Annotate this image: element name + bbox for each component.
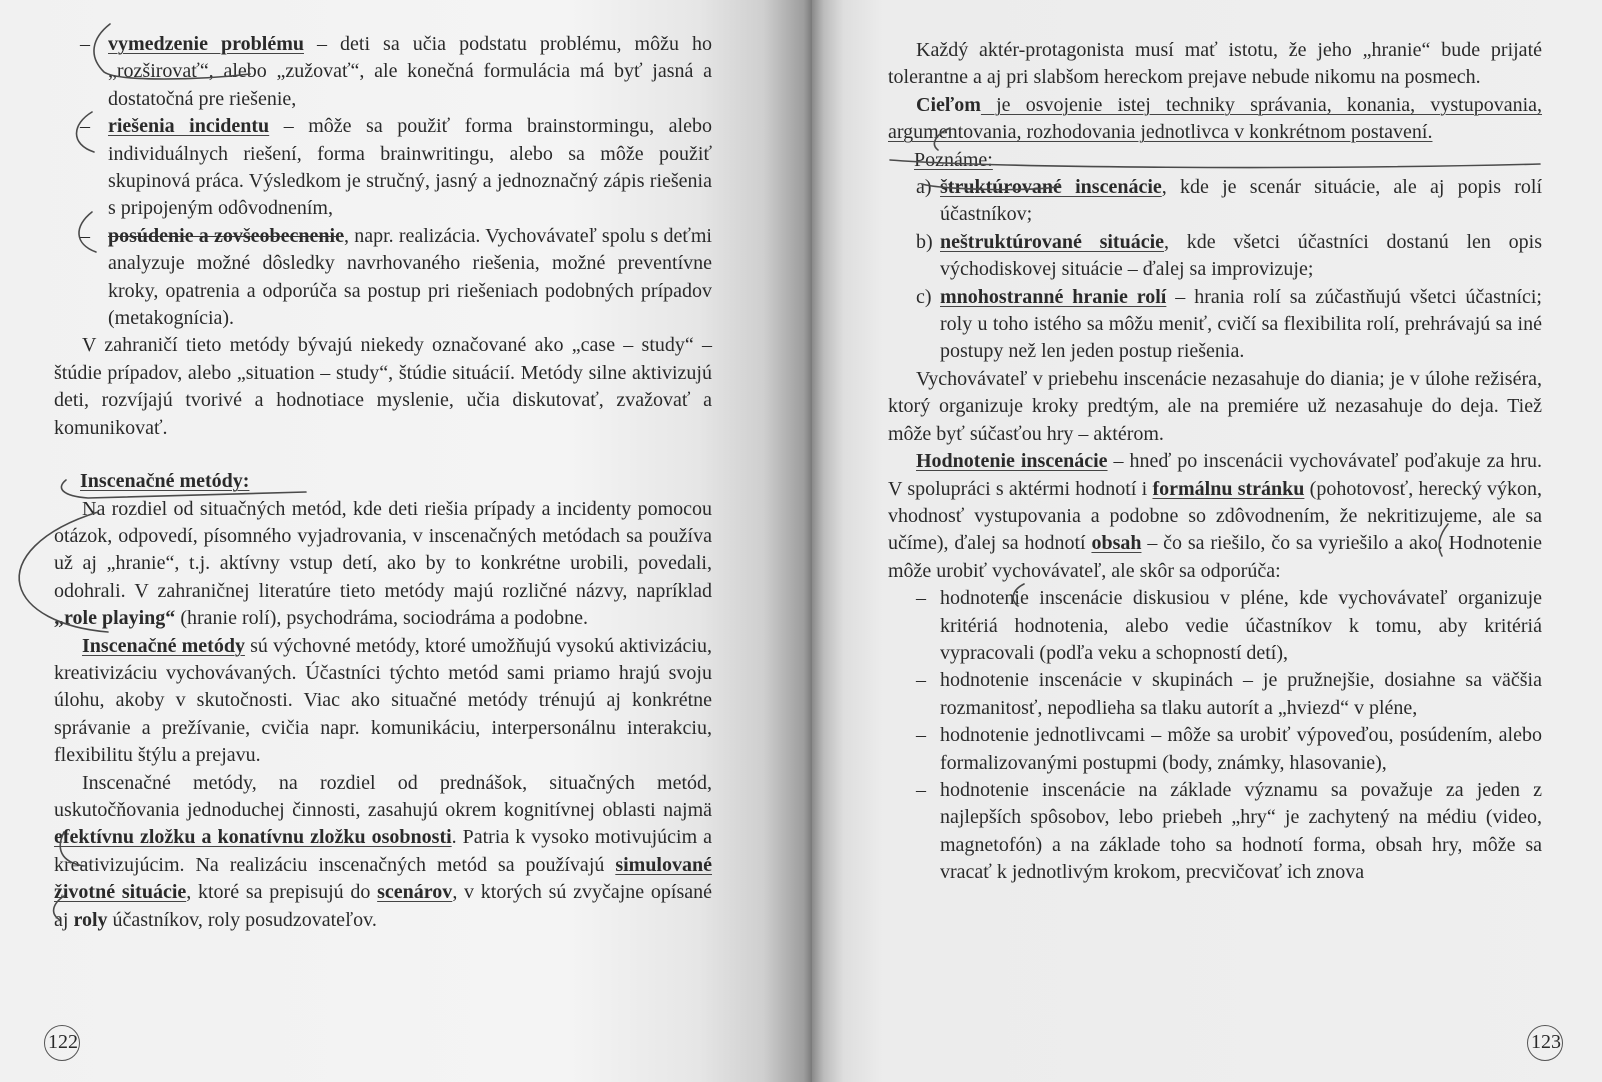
paragraph-text: účastníkov, roly posudzovateľov.	[107, 908, 377, 931]
paragraph-inscenation-definition	[54, 633, 712, 770]
list-item	[888, 229, 1542, 284]
list-item-text: , napr. realizácia. Vychovávateľ spolu s deťmi analyzuje možné dôsledky navrhovaného riešenia, možné preventívne kroky, opatrenia a odporúča sa postup pri riešeniach podobných prípadov (metakognícia).	[108, 224, 712, 330]
paragraph-case-study: V zahraničí tieto metódy bývajú niekedy označované ako „case – study“ – štúdie prípadov, alebo „situation – study“, štúdie situácií. Metódy silne aktivizujú deti, rozvíjajú tvorivé a hodnotiace myslenie, učia diskutovať, zvažovať a komunikovať.	[54, 334, 712, 439]
list-item-text: , kde všetci účastníci dostanú len opis východiskovej situácie – ďalej sa improvizuje;	[940, 230, 1542, 281]
list-item-text: – môže sa použiť forma brainstormingu, alebo individuálnych riešení, forma brainwritingu, alebo sa môže použiť skupinová práca. Výsledkom je stručný, jasný a jednoznačný zápis riešenia s pripojeným odôvodnením,	[108, 115, 712, 220]
paragraph-inscenation-components	[54, 770, 712, 934]
goal-term: Cieľom	[916, 93, 981, 116]
bold-term: efektívnu zložku a konatívnu zložku osobnosti	[54, 826, 452, 849]
list-item	[54, 113, 712, 223]
problem-steps-list	[54, 31, 712, 332]
evaluation-term: Hodnotenie inscenácie	[916, 450, 1108, 473]
paragraph-actor-confidence: Každý aktér-protagonista musí mať istotu, že jeho „hranie“ bude prijaté tolerantne a aj pri slabšom hereckom prejave nebude nikomu na posmech.	[888, 39, 1542, 89]
left-page-text	[54, 31, 712, 934]
list-item: – hodnotenie inscenácie v skupinách – je pružnejšie, dosiahne sa väčšia rozmanitosť, nepodlieha sa tlaku autorít a „hviezd“ v pléne,	[888, 667, 1542, 722]
paragraph-text: je osvojenie istej techniky správania, konania, vystupovania, argumentovania, rozhodovania jednotlivca v konkrétnom postavení.	[888, 93, 1542, 144]
paragraph-text: (pohotovosť, herecký výkon, vhodnosť vystupovania a podobne so zdôvodnením, že nekritizujeme, ale sa učíme), ďalej sa hodnotí	[888, 477, 1542, 555]
paragraph-text: (hranie rolí), psychodráma, sociodráma a podobne.	[175, 607, 588, 630]
bold-term: obsah	[1091, 532, 1142, 555]
list-item-term: riešenia incidentu	[108, 115, 270, 138]
right-page-text	[888, 37, 1542, 887]
list-item	[54, 31, 712, 113]
paragraph-text: , ktoré sa prepisujú do	[186, 881, 378, 904]
bold-term: simulované životné situácie	[54, 853, 712, 904]
section-heading-text: Inscenačné metódy:	[80, 470, 250, 493]
paragraph-educator-role: Vychovávateľ v priebehu inscenácie nezasahuje do diania; je v úlohe režiséra, ktorý organizuje kroky predtým, ale na premiére už nezasahuje do deja. Tiež môže byť súčasťou hry – aktérom.	[888, 367, 1542, 445]
inscenation-types-list	[888, 174, 1542, 366]
bold-term: scenárov	[377, 881, 453, 904]
list-item-term: štruktúrované inscenácie	[940, 176, 1162, 199]
list-item: – hodnotenie jednotlivcami – môže sa urobiť výpoveďou, posúdením, alebo formalizovanými postupmi (body, známky, hlasovanie),	[888, 722, 1542, 777]
paragraph-evaluation	[888, 448, 1542, 585]
types-heading	[888, 147, 1542, 174]
page-number-left: 122	[48, 1031, 78, 1053]
list-item	[888, 284, 1542, 366]
list-item-text: – deti sa učia podstatu problému, môžu ho „rozširovať“, alebo „zužovať“, ale konečná formulácia má byť jasná a dostatočná pre riešenie,	[108, 33, 712, 110]
list-item-text: , kde je scenár situácie, ale aj popis rolí účastníkov;	[940, 176, 1543, 226]
paragraph-text: . Patria k vysoko motivujúcim a kreativizujúcim. Na realizáciu inscenačných metód sa používajú	[54, 826, 712, 876]
list-item: – hodnotenie inscenácie na základe významu sa považuje za jeden z najlepších spôsobov, lebo priebeh „hry“ je zachytený na médiu (video, magnetofón) a na základe toho sa hodnotí forma, obsah hry, môže sa vracať k jednotlivým krokom, precvičovať ich znova	[888, 777, 1542, 887]
bold-term: roly	[73, 908, 108, 931]
section-heading	[54, 468, 712, 495]
bold-term: formálnu stránku	[1152, 477, 1305, 500]
list-item-label: a)	[916, 176, 932, 199]
list-item-term: vymedzenie problému	[108, 33, 304, 55]
list-item-term: posúdenie a zovšeobecnenie	[108, 224, 344, 247]
list-item-term: neštruktúrované situácie	[940, 230, 1165, 253]
paragraph-text: Na rozdiel od situačných metód, kde deti riešia prípady a incidenty pomocou otázok, odpovedí, písomného vyjadrovania, v inscenačných metódach sa používa už aj „hranie“, t.j. aktívny vstup detí, ako by to konkrétne urobili, povedali, odohrali. V zahraničnej literatúre tieto metódy majú rozličné názvy, napríklad	[54, 497, 712, 602]
paragraph-goal	[888, 92, 1542, 147]
page-number-right: 123	[1531, 1031, 1561, 1053]
list-item	[888, 174, 1542, 229]
role-playing-term: „role playing“	[54, 607, 176, 630]
paragraph-text: Inscenačné metódy, na rozdiel od prednášok, situačných metód, uskutočňovania jednoduchej činnosti, zasahujú okrem kognitívnej oblasti najmä	[54, 771, 712, 821]
list-item-term: mnohostranné hranie rolí	[940, 285, 1167, 308]
paragraph-text: – hneď po inscenácii vychovávateľ poďakuje za hru. V spolupráci s aktérmi hodnotí i	[888, 450, 1542, 500]
inscenation-term: Inscenačné metódy	[82, 634, 245, 657]
list-item-text: – hrania rolí sa zúčastňujú všetci účastníci; roly u toho istého sa môžu meniť, cvičí sa flexibilita rolí, prehrávajú sa iné postupy než len jeden postup riešenia.	[940, 285, 1542, 363]
list-item: – hodnotenie inscenácie diskusiou v pléne, kde vychovávateľ organizuje kritériá hodnotenia, alebo vedie účastníkov k tomu, aby kritériá vypracovali (podľa veku a schopností detí),	[888, 585, 1542, 667]
evaluation-methods-list	[888, 585, 1542, 886]
types-heading-text: Poznáme:	[914, 148, 993, 171]
list-item-label: c)	[916, 285, 932, 308]
list-item	[54, 223, 712, 333]
paragraph-inscenation-intro	[54, 496, 712, 633]
paragraph-text: sú výchovné metódy, ktoré umožňujú vysokú aktivizáciu, kreativizáciu vychovávaných. Účastníci týchto metód sami priamo hrajú svoju úlohu, akoby v skutočnosti. Viac ako situačné metódy trénujú aj konkrétne správanie a prežívanie, cvičia napr. komunikáciu, interpersonálnu interakciu, flexibilitu štýlu a prejavu.	[54, 634, 712, 767]
list-item-label: b)	[916, 230, 933, 253]
paragraph-text: – čo sa riešilo, čo sa vyriešilo a ako. Hodnotenie môže urobiť vychovávateľ, ale skôr sa odporúča:	[888, 532, 1542, 582]
paragraph-text: , v ktorých sú zvyčajne opísané aj	[54, 881, 713, 931]
